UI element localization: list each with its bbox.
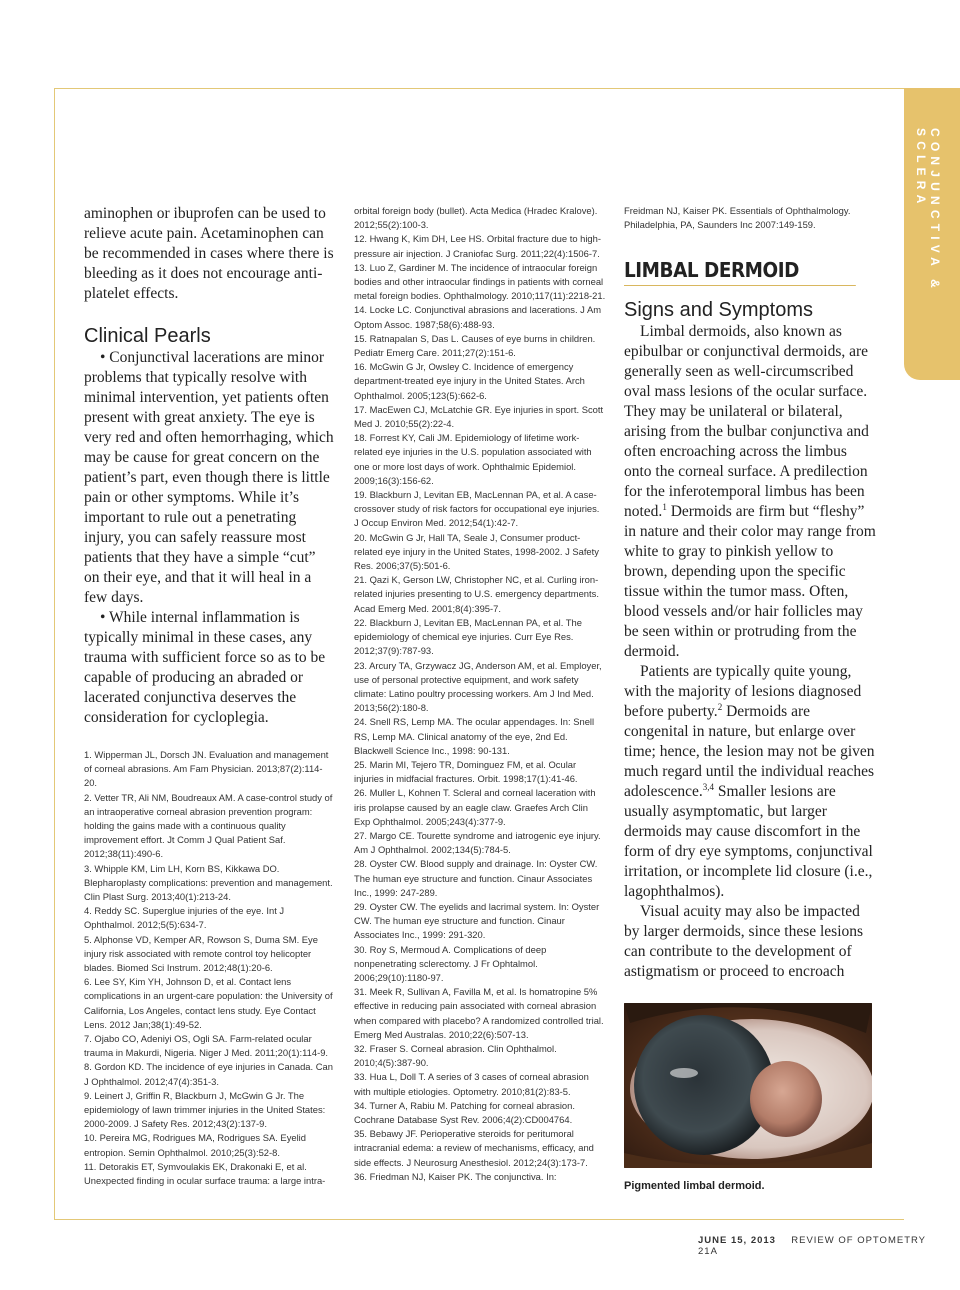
paragraph-2-text-b: Dermoids are congenital in nature, but enlarge over time; hence, the lesion may not be given much regard until the individual reaches adolescence. (624, 703, 875, 801)
reference-item: 31. Meek R, Sullivan A, Favilla M, et al. Is homatropine 5% effective in reducing pain associated with corneal abrasion when compared with placebo? A randomized controlled trial. Emerg Med Australas. 2010;22(6):507-13. (354, 986, 604, 1040)
reference-item: 35. Bebawy JF. Perioperative steroids for peritumoral intracranial edema: a review of mechanisms, efficacy, and side effects. J Neurosurg Anesthesiol. 2012;24(3):173-7. (354, 1128, 594, 1168)
reference-item: 12. Hwang K, Kim DH, Lee HS. Orbital fracture due to high-pressure air injection. J Craniofac Surg. 2011;22(4):1506-7. (354, 233, 601, 259)
reference-item: 15. Ratnapalan S, Das L. Causes of eye burns in children. Pediatr Emerg Care. 2011;27(2):151-6. (354, 332, 596, 359)
reference-item: 32. Fraser S. Corneal abrasion. Clin Ophthalmol. 2010;4(5):387-90. (354, 1042, 557, 1069)
column-2 (354, 204, 606, 1184)
paragraph-2 (624, 662, 876, 902)
reference-item: orbital foreign body (bullet). Acta Medica (Hradec Kralove). 2012;55(2):100-3. (354, 205, 598, 231)
reference-item: 34. Turner A, Rabiu M. Patching for corneal abrasion. Cochrane Database Syst Rev. 2006;4(2):CD004764. (354, 1099, 575, 1125)
reference-item: 19. Blackburn J, Levitan EB, MacLennan PA, et al. A case-crossover study of risk factors for occupational eye injuries. J Occup Environ Med. 2012;54(1):42-7. (354, 489, 600, 529)
reference-item: 17. MacEwen CJ, McLatchie GR. Eye injuries in sport. Scott Med J. 2010;55(2):22-4. (354, 403, 604, 430)
page-footer (698, 1235, 960, 1257)
paragraph-2-text-a: Patients are typically quite young, with the majority of lesions diagnosed before puberty. (624, 663, 862, 721)
reference-item: 2. Vetter TR, Ali NM, Boudreaux AM. A case-control study of an intraoperative corneal abrasion prevention program: holding the gains made with a continuous quality improvement effort. Jt Comm J Qual Patient Saf. 2012;38(11):490-6. (84, 791, 333, 860)
reference-item: 5. Alphonse VD, Kemper AR, Rowson S, Duma SM. Eye injury risk associated with remote control toy helicopter blades. Biomed Sci Instrum. 2012;48(1):20-6. (84, 933, 318, 974)
eye-illustration (624, 1003, 872, 1168)
reference-item: 1. Wipperman JL, Dorsch JN. Evaluation and management of corneal abrasions. Am Fam Physician. 2013;87(2):114-20. (84, 749, 329, 789)
paragraph-3: Visual acuity may also be impacted by larger dermoids, since these lesions can contribute to the development of astigmatism or proceed to encroach (624, 903, 864, 981)
reference-item: 4. Reddy SC. Superglue injuries of the eye. Int J Ophthalmol. 2012;5(5):634-7. (84, 905, 285, 931)
reference-item: 10. Pereira MG, Rodrigues MA, Rodrigues SA. Eyelid entropion. Semin Ophthalmol. 2010;25(3):52-8. (84, 1132, 306, 1158)
column-3 (624, 204, 876, 982)
clinical-pearls-heading: Clinical Pearls (84, 325, 211, 347)
signs-symptoms-heading: Signs and Symptoms (624, 299, 813, 322)
reference-item: 11. Detorakis ET, Symvoulakis EK, Drakonaki E, et al. Unexpected finding in ocular surface trauma: a large intra- (84, 1160, 326, 1187)
limbal-dermoid-photo (624, 1003, 872, 1168)
reference-item: 14. Locke LC. Conjunctival abrasions and lacerations. J Am Optom Assoc. 1987;58(6):488-93. (354, 304, 602, 330)
reference-item: 36. Friedman NJ, Kaiser PK. The conjunctiva. In: (354, 1170, 557, 1182)
reference-item: 20. McGwin G Jr, Hall TA, Seale J, Consumer product-related eye injury in the United States, 1998-2002. J Safety Res. 2006;37(5):501-6. (354, 531, 599, 572)
reference-item: 33. Hua L, Doll T. A series of 3 cases of corneal abrasion with multiple etiologies. Optometry. 2010;81(2):83-5. (354, 1071, 589, 1097)
reference-item: 23. Arcury TA, Grzywacz JG, Anderson AM, et al. Employer, use of personal protective equipment, and work safety climate: Latino poultry processing workers. Am J Ind Med. 2013;56(2):180-8. (354, 659, 602, 714)
reference-item: 8. Gordon KD. The incidence of eye injuries in Canada. Can J Ophthalmol. 2012;47(4):351-3. (84, 1061, 333, 1087)
section-title: LIMBAL DERMOID (624, 258, 856, 286)
section-tab-label: CONJUNCTIVA & SCLERA (914, 128, 942, 293)
reference-item: 9. Leinert J, Griffin R, Blackburn J, McGwin G Jr. The epidemiology of lawn trimmer injuries in the United States: 2000-2009. J Safety Res. 2012;43(2):137-9. (84, 1089, 326, 1130)
reference-item: 28. Oyster CW. Blood supply and drainage. In: Oyster CW. The human eye structure and function. Cinaur Associates Inc., 1999: 247-289. (354, 858, 598, 898)
paragraph-1-text-b: Dermoids are firm but “fleshy” in nature and their color may range from white to gray to pinkish yellow to brown, depending upon the specific tissue within the tumor mass. Often, blood vessels and/or hair follicles may be seen within or protruding from the dermoid. (624, 503, 876, 661)
reference-continuation: Freidman NJ, Kaiser PK. Essentials of Ophthalmology. Philadelphia, PA, Saunders Inc 2007:149-159. (624, 205, 851, 231)
issue-date: JUNE 15, 2013 (698, 1235, 776, 1246)
reference-item: 16. McGwin G Jr, Owsley C. Incidence of emergency department-treated eye injury in the United States. Arch Ophthalmol. 2005;123(5):662-6. (354, 361, 585, 401)
reference-item: 18. Forrest KY, Cali JM. Epidemiology of lifetime work-related eye injuries in the U.S. population associated with one or more lost days of work. Ophthalmic Epidemiol. 2009;16(3):156-62. (354, 432, 592, 486)
journal-name: REVIEW OF OPTOMETRY (791, 1235, 926, 1246)
references-list-1 (84, 748, 334, 1188)
paragraph-1 (624, 322, 876, 662)
pearl-2: • While internal inflammation is typically minimal in these cases, any trauma with sufficient force so as to be capable of producing an abraded or lacerated conjunctiva deserves the consideration for cycloplegia. (84, 609, 326, 726)
column-1 (84, 204, 334, 1188)
reference-item: 6. Lee SY, Kim YH, Johnson D, et al. Contact lens complications in an urgent-care population: the University of California, Los Angeles, contact lens study. Eye Contact Lens. 2012 Jan;38(1):49-52. (84, 976, 333, 1030)
footnote-ref: 2 (717, 702, 723, 713)
reference-item: 24. Snell RS, Lemp MA. The ocular appendages. In: Snell RS, Lemp MA. Clinical anatomy of the eye, 2nd Ed. Blackwell Science Inc., 1998: 90-131. (354, 716, 595, 756)
reference-item: 29. Oyster CW. The eyelids and lacrimal system. In: Oyster CW. The human eye structure and function. Cinaur Associates Inc., 1999: 291-320. (354, 900, 600, 941)
paragraph-1-text-a: Limbal dermoids, also known as epibulbar or conjunctival dermoids, are generally seen as well-circumscribed oval mass lesions of the ocular surface. They may be unilateral or bilateral, arising from the bulbar conjunctiva and often encroaching across the limbus onto the corneal surface. A predilection for the inferotemporal limbus has been noted. (624, 323, 869, 521)
reference-item: 3. Whipple KM, Lim LH, Korn BS, Kikkawa DO. Blepharoplasty complications: prevention and management. Clin Plast Surg. 2013;40(1):213-24. (84, 862, 333, 903)
intro-paragraph: aminophen or ibuprofen can be used to relieve acute pain. Acetaminophen can be recommended in cases where there is bleeding as it does not encourage anti-platelet effects. (84, 205, 334, 302)
paragraph-2-text-c: Smaller lesions are usually asymptomatic, but larger dermoids may cause discomfort in the form of dry eye symptoms, conjunctival irritation, or incomplete lid closure (i.e., lagophthalmos). (624, 783, 873, 901)
reference-item: 21. Qazi K, Gerson LW, Christopher NC, et al. Curling iron-related injuries presenting to U.S. emergency departments. Acad Emerg Med. 2001;8(4):395-7. (354, 574, 599, 614)
reference-item: 30. Roy S, Mermoud A. Complications of deep nonpenetrating sclerectomy. J Fr Ophtalmol. 2006;29(10):1180-97. (354, 943, 547, 983)
reference-item: 27. Margo CE. Tourette syndrome and iatrogenic eye injury. Am J Ophthalmol. 2002;134(5):784-5. (354, 829, 601, 856)
reference-item: 13. Luo Z, Gardiner M. The incidence of intraocular foreign bodies and other intraocular findings in patients with corneal metal foreign bodies. Ophthalmology. 2010;117(11):2218-21. (354, 261, 606, 302)
references-list-2 (354, 204, 606, 1184)
footnote-ref: 3,4 (702, 782, 714, 793)
reference-item: 7. Ojabo CO, Adeniyi OS, Ogli SA. Farm-related ocular trauma in Makurdi, Nigeria. Niger J Med. 2011;20(1):114-9. (84, 1033, 329, 1059)
footnote-ref: 1 (662, 502, 667, 513)
photo-caption: Pigmented limbal dermoid. (624, 1180, 765, 1192)
page-number: 21A (698, 1246, 718, 1257)
reference-item: 26. Muller L, Kohnen T. Scleral and corneal laceration with iris prolapse caused by an eagle claw. Graefes Arch Clin Exp Ophthalmol. 2005;243(4):377-9. (354, 787, 596, 827)
pearl-1: • Conjunctival lacerations are minor problems that typically resolve with minimal intervention, yet patients often present with great anxiety. The eye is very red and often hemorrhaging, which may be cause for great concern on the patient’s part, even though there is little pain or other symptoms. While it’s important to rule out a penetrating injury, you can safely reassure most patients that they have a simple “cut” on their eye, and that it will heal in a few days. (84, 349, 334, 606)
reference-item: 25. Marin MI, Tejero TR, Dominguez FM, et al. Ocular injuries in midfacial fractures. Orbit. 1998;17(1):41-46. (354, 758, 578, 785)
reference-item: 22. Blackburn J, Levitan EB, MacLennan PA, et al. The epidemiology of chemical eye injuries. Curr Eye Res. 2012;37(9):787-93. (354, 616, 582, 657)
